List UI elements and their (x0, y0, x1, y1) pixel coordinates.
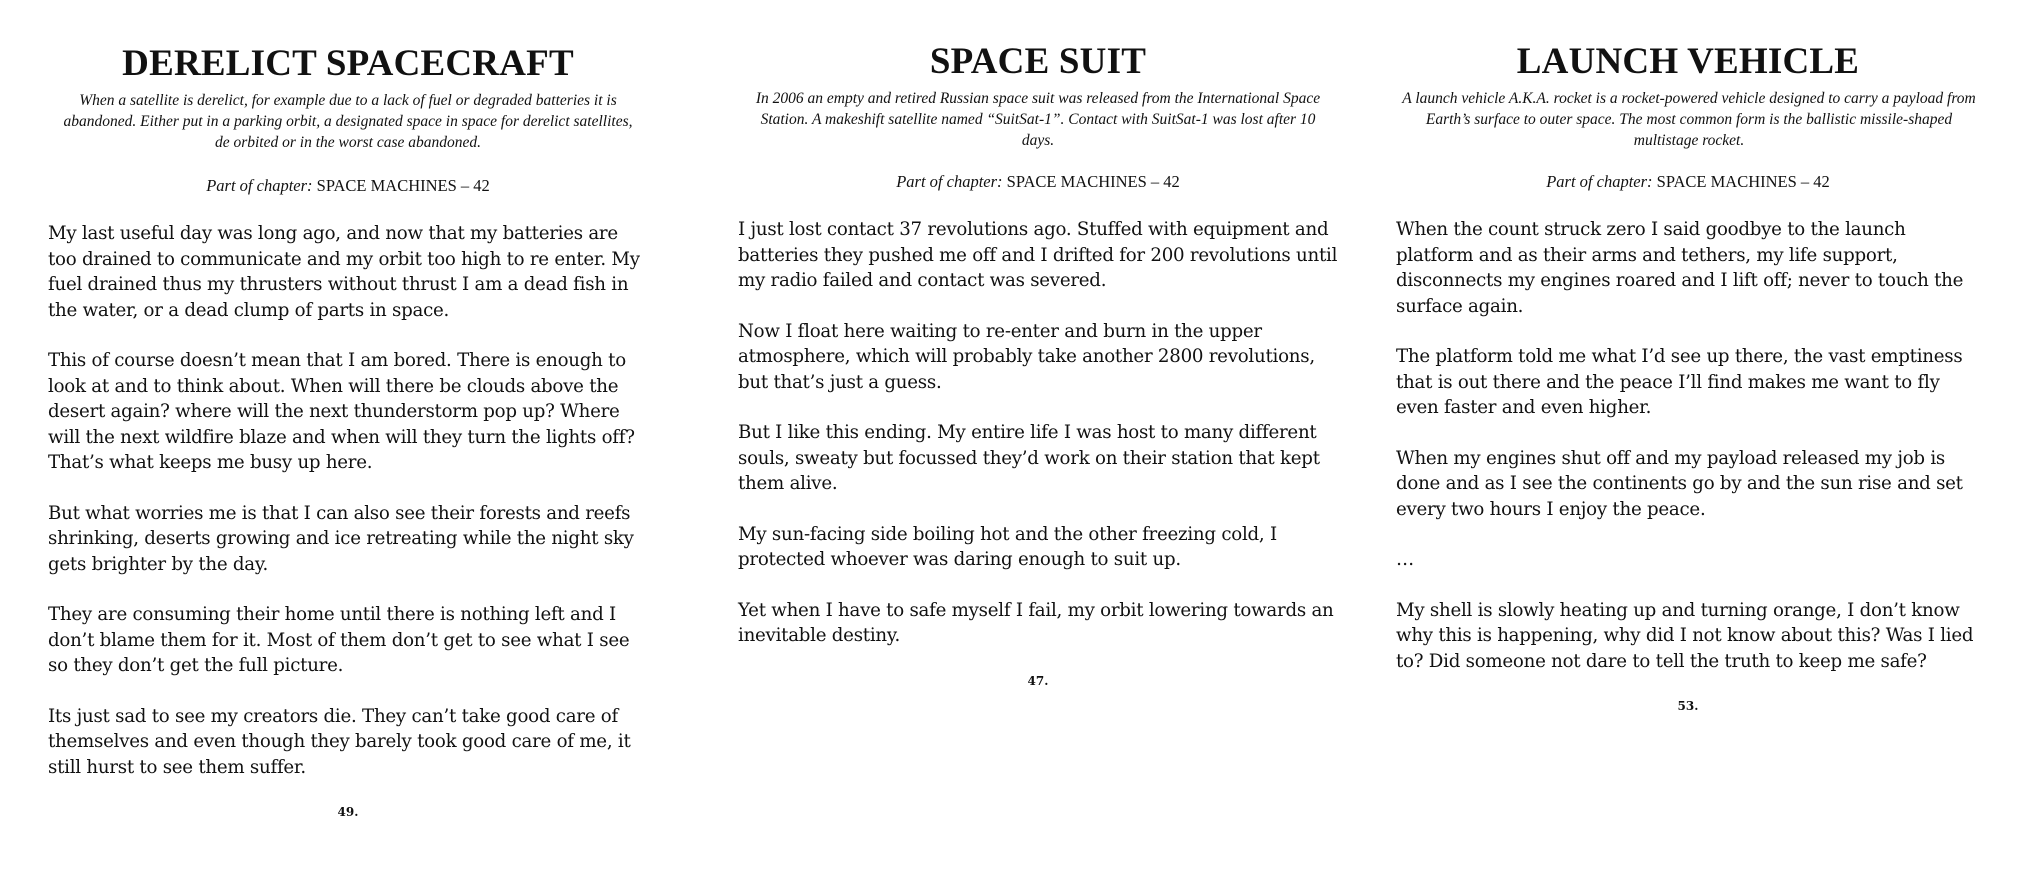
paragraph: They are consuming their home until there is nothing left and I don’t blame them for it. Most of them don’t get to see what I see so they don’t get the full picture. (48, 604, 630, 676)
chapter-prefix: Part of chapter: (206, 176, 313, 195)
page-number: 47. (1027, 673, 1049, 688)
page-derelict-spacecraft (48, 0, 648, 880)
page-summary: When a satellite is derelict, for example due to a lack of fuel or degraded batteries it is abandoned. Either put in a parking orbit, a designated space in space for derelict satellites, de orbited or in the worst case abandoned. (63, 92, 633, 151)
page-body (738, 217, 1338, 649)
chapter-reference (738, 171, 1338, 193)
chapter-name: SPACE MACHINES – 42 (316, 176, 490, 195)
page-title: LAUNCH VEHICLE (1516, 41, 1860, 82)
paragraph: I just lost contact 37 revolutions ago. Stuffed with equipment and batteries they pushed me off and I drifted for 200 revolutions until my radio failed and contact was severed. (738, 219, 1338, 291)
page-body (48, 221, 648, 780)
paragraph: But I like this ending. My entire life I was host to many different souls, sweaty but focussed they’d work on their station that kept them alive. (738, 422, 1320, 494)
paragraph: Yet when I have to safe myself I fail, my orbit lowering towards an inevitable destiny. (738, 599, 1334, 646)
page-number: 49. (337, 805, 359, 819)
paragraph: When my engines shut off and my payload released my job is done and as I see the continents go by and the sun rise and set every two hours I enjoy the peace. (1396, 447, 1963, 520)
chapter-name: SPACE MACHINES – 42 (1656, 172, 1830, 191)
paragraph: Its just sad to see my creators die. They can’t take good care of themselves and even though they barely took good care of me, it still hurst to see them suffer. (48, 705, 631, 778)
paragraph: But what worries me is that I can also see their forests and reefs shrinking, deserts growing and ice retreating while the night sky gets brighter by the day. (48, 502, 634, 575)
page-body (1396, 217, 1980, 674)
page-summary: A launch vehicle A.K.A. rocket is a rocket-powered vehicle designed to carry a payload from Earth’s surface to outer space. The most common form is the ballistic missile-shaped multistage rocket. (1402, 90, 1976, 149)
paragraph: When the count struck zero I said goodbye to the launch platform and as their arms and tethers, my life support, disconnects my engines roared and I lift off; never to touch the surface again. (1396, 219, 1964, 317)
paragraph: My sun-facing side boiling hot and the other freezing cold, I protected whoever was daring enough to suit up. (738, 523, 1277, 570)
paragraph: The platform told me what I’d see up there, the vast emptiness that is out there and the peace I’ll find makes me want to fly even faster and even higher. (1396, 346, 1963, 418)
page-title: DERELICT SPACECRAFT (122, 43, 574, 84)
page-title: SPACE SUIT (929, 41, 1147, 82)
page-summary: In 2006 an empty and retired Russian space suit was released from the International Space Station. A makeshift satellite named “SuitSat-1”. Contact with SuitSat-1 was lost after 10 days. (755, 90, 1321, 149)
paragraph: This of course doesn’t mean that I am bored. There is enough to look at and to think about. When will there be clouds above the desert again? where will the next thunderstorm pop up? Where will the next wildfire blaze and when will they turn the lights off? That’s what keeps me busy up here. (48, 350, 635, 473)
chapter-reference (48, 175, 648, 197)
paragraph: My last useful day was long ago, and now that my batteries are too drained to communicate and my orbit too high to re enter. My fuel drained thus my thrusters without thrust I am a dead fish in the water, or a dead clump of parts in space. (48, 223, 640, 321)
page-number: 53. (1677, 699, 1699, 713)
chapter-prefix: Part of chapter: (896, 172, 1003, 191)
page-launch-vehicle (1396, 0, 1980, 880)
chapter-prefix: Part of chapter: (1546, 172, 1653, 191)
chapter-reference (1396, 171, 1980, 193)
paragraph: … (1396, 549, 1414, 570)
chapter-name: SPACE MACHINES – 42 (1006, 172, 1180, 191)
paragraph: Now I float here waiting to re-enter and burn in the upper atmosphere, which will probably take another 2800 revolutions, but that’s just a guess. (738, 320, 1315, 393)
paragraph: My shell is slowly heating up and turning orange, I don’t know why this is happening, why did I not know about this? Was I lied to? Did someone not dare to tell the truth to keep me safe? (1396, 599, 1974, 672)
page-space-suit (738, 0, 1338, 880)
